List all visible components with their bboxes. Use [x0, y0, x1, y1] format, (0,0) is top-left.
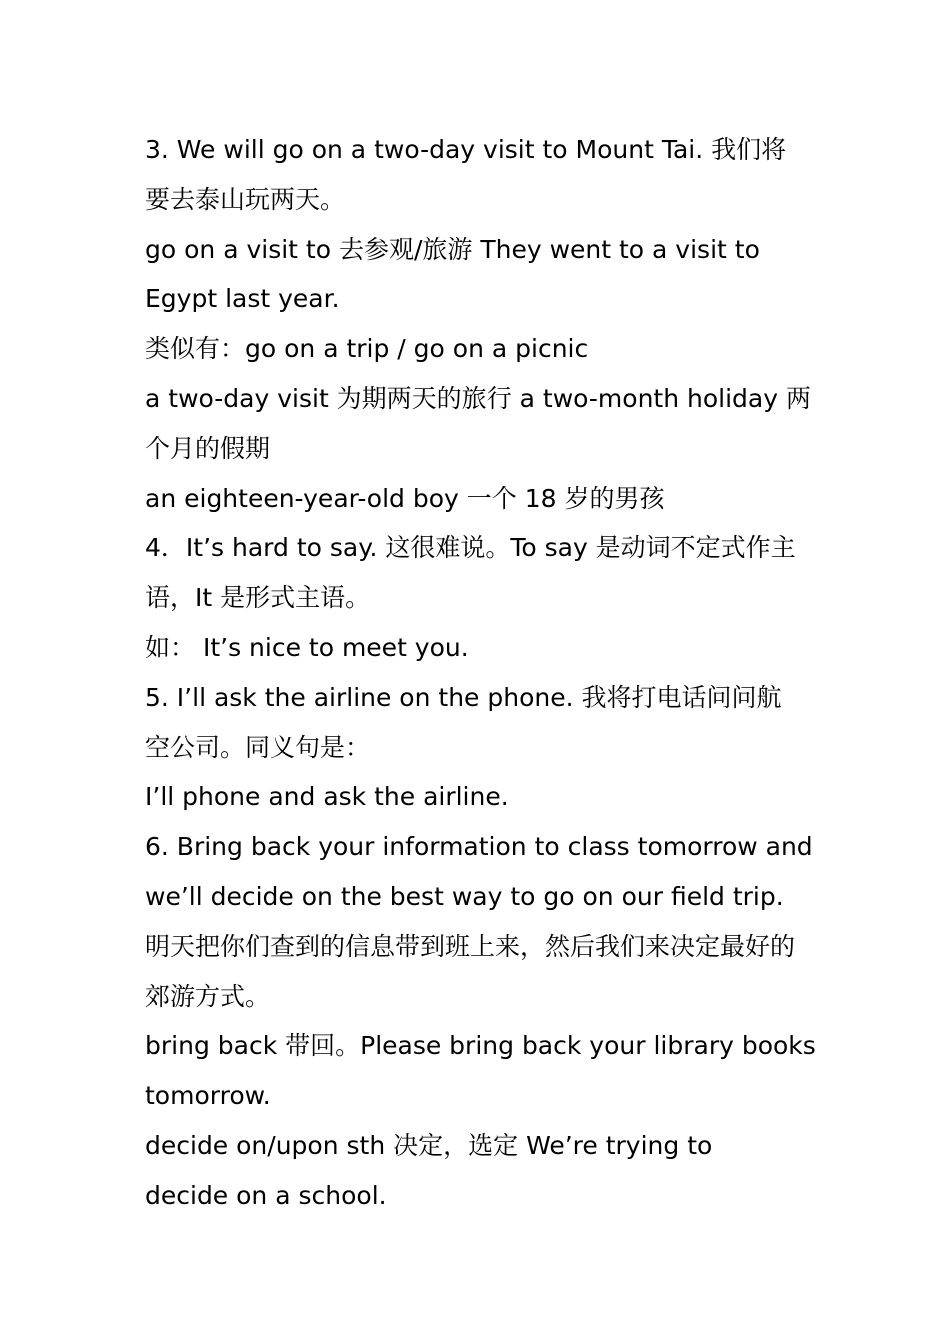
- text-line: 语，It 是形式主语。: [145, 583, 371, 613]
- text-line: 类似有：go on a trip / go on a picnic: [145, 334, 589, 364]
- text-line: I’ll phone and ask the airline.: [145, 782, 509, 812]
- text-line: go on a visit to 去参观/旅游 They went to a visit to: [145, 234, 760, 264]
- text-line: decide on/upon sth 决定，选定 We’re trying to: [145, 1130, 713, 1160]
- text-line: 要去泰山玩两天。: [145, 184, 346, 214]
- text-line: decide on a school.: [145, 1180, 387, 1210]
- text-line: tomorrow.: [145, 1081, 271, 1111]
- document-page: [145, 125, 825, 1221]
- text-line: Egypt last year.: [145, 284, 340, 314]
- text-line: 5. I’ll ask the airline on the phone. 我将打电话问问航: [145, 682, 782, 712]
- text-line: we’ll decide on the best way to go on our field trip.: [145, 881, 784, 911]
- text-line: 郊游方式。: [145, 981, 271, 1011]
- text-line: 3. We will go on a two-day visit to Mount Tai. 我们将: [145, 135, 787, 164]
- text-line: 如： It’s nice to meet you.: [145, 632, 469, 662]
- text-line: 6. Bring back your information to class tomorrow and: [145, 832, 813, 862]
- text-line: 4．It’s hard to say. 这很难说。To say 是动词不定式作主: [145, 533, 796, 563]
- text-line: 个月的假期: [145, 433, 271, 463]
- text-line: 明天把你们查到的信息带到班上来，然后我们来决定最好的: [145, 931, 796, 961]
- text-line: an eighteen-year-old boy 一个 18 岁的男孩: [145, 483, 665, 513]
- text-line: bring back 带回。Please bring back your library books: [145, 1031, 816, 1061]
- text-line: a two-day visit 为期两天的旅行 a two-month holiday 两: [145, 383, 811, 413]
- text-line: 空公司。同义句是：: [145, 732, 371, 762]
